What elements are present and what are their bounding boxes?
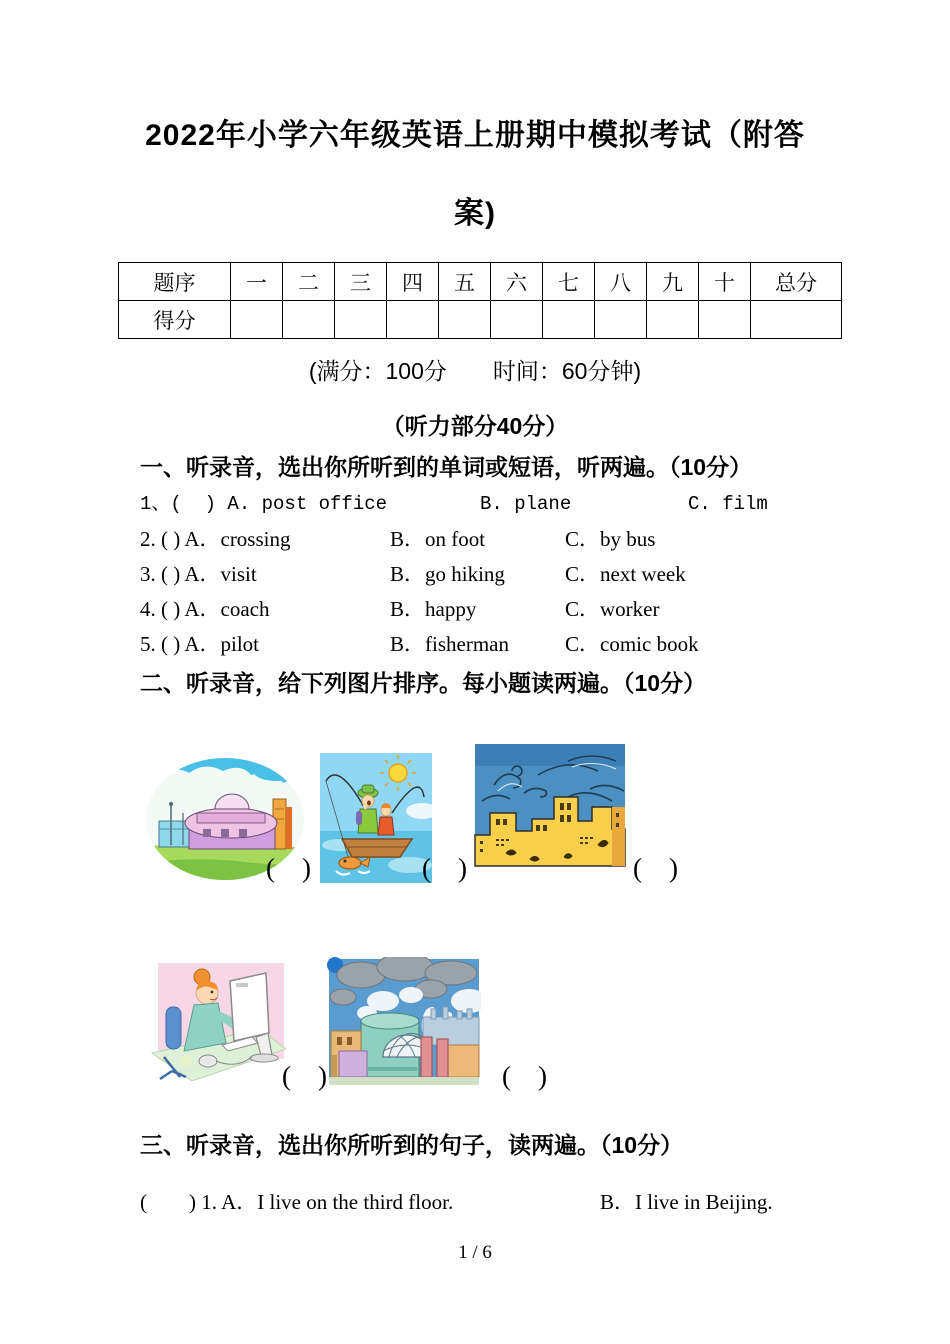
score-cell xyxy=(595,301,647,339)
option-c: C．by bus xyxy=(565,527,656,551)
answer-blank-2: ( ) xyxy=(422,853,467,883)
header-cell: 三 xyxy=(335,263,387,301)
score-cell xyxy=(283,301,335,339)
score-cell xyxy=(231,301,283,339)
score-table xyxy=(118,262,842,339)
listening-part-header: （听力部分40分） xyxy=(381,413,569,439)
option-c: C. film xyxy=(688,493,768,515)
header-cell: 二 xyxy=(283,263,335,301)
score-cell xyxy=(543,301,595,339)
exam-meta-line: (满分：100分 时间：60分钟) xyxy=(308,358,642,384)
listening-sentence-item-1 xyxy=(140,1189,950,1215)
page-number: 1 / 6 xyxy=(458,1242,492,1263)
option-b: B．I live in Beijing. xyxy=(600,1190,773,1214)
option-a: 3. ( ) A．visit xyxy=(140,562,257,586)
header-cell: 九 xyxy=(647,263,699,301)
option-b: B. plane xyxy=(480,493,572,515)
section-two-heading: 二、听录音，给下列图片排序。每小题读两遍。（10分） xyxy=(140,670,707,696)
section-one-heading: 一、听录音，选出你所听到的单词或短语，听两遍。（10分） xyxy=(140,454,753,480)
answer-blank-3: ( ) xyxy=(633,853,678,883)
listening-item-1 xyxy=(140,491,950,517)
option-a: 1、( ) A. post office xyxy=(140,493,388,515)
header-cell: 四 xyxy=(387,263,439,301)
fishing-boat-image xyxy=(320,753,432,883)
score-cell xyxy=(647,301,699,339)
page-title-line2: 案) xyxy=(454,197,496,230)
score-cell xyxy=(699,301,751,339)
score-table-header-row xyxy=(119,263,842,301)
option-c: C．worker xyxy=(565,597,660,621)
header-cell: 五 xyxy=(439,263,491,301)
option-a: 5. ( ) A．pilot xyxy=(140,632,259,656)
score-cell xyxy=(387,301,439,339)
option-b: B．fisherman xyxy=(390,632,509,656)
page-title-line1: 2022年小学六年级英语上册期中模拟考试（附答 xyxy=(145,119,805,152)
option-b: B．happy xyxy=(390,597,477,621)
score-cell xyxy=(751,301,842,339)
option-a: 4. ( ) A．coach xyxy=(140,597,270,621)
option-c: C．comic book xyxy=(565,632,699,656)
windy-city-image xyxy=(472,741,628,877)
header-cell: 十 xyxy=(699,263,751,301)
answer-blank-4: ( ) xyxy=(282,1061,327,1091)
picture-row-2 xyxy=(0,953,950,1093)
header-cell: 一 xyxy=(231,263,283,301)
woman-at-computer-image xyxy=(150,961,286,1081)
header-cell: 六 xyxy=(491,263,543,301)
score-cell xyxy=(491,301,543,339)
option-a: ( ) 1. A．I live on the third floor. xyxy=(140,1190,454,1214)
score-cell xyxy=(439,301,491,339)
option-b: B．on foot xyxy=(390,527,486,551)
factory-image xyxy=(327,957,481,1087)
header-cell: 总分 xyxy=(751,263,842,301)
picture-row-1 xyxy=(0,739,950,885)
listening-item-5 xyxy=(140,631,950,657)
header-cell: 八 xyxy=(595,263,647,301)
header-cell: 七 xyxy=(543,263,595,301)
listening-item-3 xyxy=(140,561,950,587)
score-table-score-row xyxy=(119,301,842,339)
score-row-label: 得分 xyxy=(119,301,231,339)
score-cell xyxy=(335,301,387,339)
answer-blank-5: ( ) xyxy=(502,1061,547,1091)
option-c: C．next week xyxy=(565,562,686,586)
option-a: 2. ( ) A．crossing xyxy=(140,527,291,551)
listening-item-4 xyxy=(140,596,950,622)
section-three-heading: 三、听录音，选出你所听到的句子，读两遍。（10分） xyxy=(140,1132,684,1158)
option-b: B．go hiking xyxy=(390,562,505,586)
listening-item-2 xyxy=(140,526,950,552)
header-cell: 题序 xyxy=(119,263,231,301)
answer-blank-1: ( ) xyxy=(266,853,311,883)
